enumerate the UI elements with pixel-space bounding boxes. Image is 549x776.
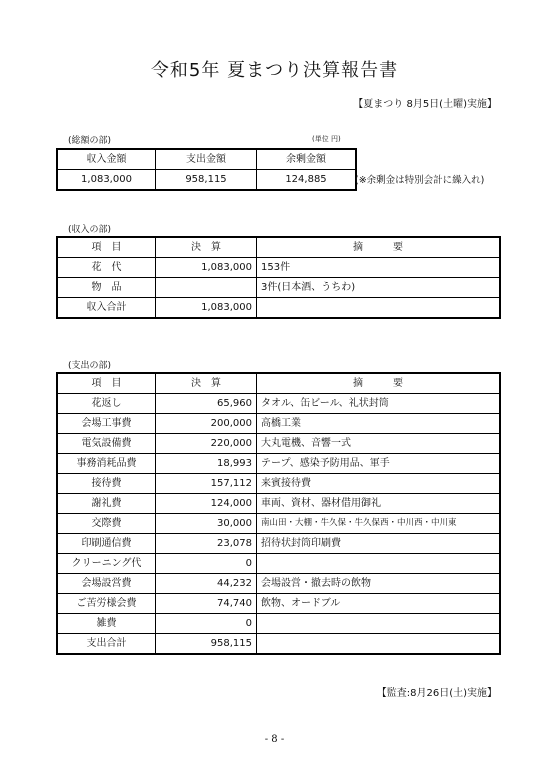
expense-item: 電気設備費 <box>57 434 156 454</box>
summary-table <box>56 148 357 191</box>
expense-amount: 44,232 <box>156 574 257 594</box>
expense-item: 会場設営費 <box>57 574 156 594</box>
expense-caption: (支出の部) <box>68 361 112 371</box>
expense-note: 会場設営・撤去時の飲物 <box>257 574 501 594</box>
expense-note: 車両、資材、器材借用御礼 <box>257 494 501 514</box>
audit-note: 【監査:8月26日(土)実施】 <box>376 688 497 699</box>
expense-item: 事務消耗品費 <box>57 454 156 474</box>
expense-header-note: 摘 要 <box>257 373 501 394</box>
expense-item: 印刷通信費 <box>57 534 156 554</box>
expense-total-row <box>57 634 500 655</box>
income-note: 153件 <box>257 258 501 278</box>
income-total-row <box>57 298 500 319</box>
income-item: 花 代 <box>57 258 156 278</box>
expense-row <box>57 414 500 434</box>
unit-label: (単位 円) <box>312 135 341 143</box>
income-amount <box>156 278 257 298</box>
expense-header-row <box>57 373 500 394</box>
expense-row <box>57 514 500 534</box>
income-amount: 1,083,000 <box>156 298 257 319</box>
income-note: 3件(日本酒、うちわ) <box>257 278 501 298</box>
expense-item: 会場工事費 <box>57 414 156 434</box>
income-note <box>257 298 501 319</box>
income-header-note: 摘 要 <box>257 237 501 258</box>
expense-row <box>57 574 500 594</box>
expense-item: 支出合計 <box>57 634 156 655</box>
expense-amount: 0 <box>156 614 257 634</box>
income-header-amount: 決 算 <box>156 237 257 258</box>
expense-row <box>57 474 500 494</box>
expense-row <box>57 534 500 554</box>
expense-note: 飲物、オードブル <box>257 594 501 614</box>
header-income: 収入金額 <box>57 149 156 170</box>
expense-amount: 200,000 <box>156 414 257 434</box>
income-total-value: 1,083,000 <box>57 170 156 191</box>
expense-amount: 958,115 <box>156 634 257 655</box>
income-header-row <box>57 237 500 258</box>
expense-amount: 157,112 <box>156 474 257 494</box>
header-expense: 支出金額 <box>156 149 257 170</box>
expense-amount: 18,993 <box>156 454 257 474</box>
expense-amount: 23,078 <box>156 534 257 554</box>
expense-amount: 124,000 <box>156 494 257 514</box>
expense-row <box>57 554 500 574</box>
expense-row <box>57 594 500 614</box>
event-subtitle: 【夏まつり 8月5日(土曜)実施】 <box>353 99 497 110</box>
surplus-note: (※余剰金は特別会計に繰入れ) <box>355 175 485 186</box>
expense-note: 高橋工業 <box>257 414 501 434</box>
expense-item: 接待費 <box>57 474 156 494</box>
expense-row <box>57 394 500 414</box>
expense-note <box>257 614 501 634</box>
income-row <box>57 258 500 278</box>
expense-amount: 220,000 <box>156 434 257 454</box>
summary-header-row <box>57 149 356 170</box>
page-title: 令和5年 夏まつり決算報告書 <box>150 60 399 81</box>
expense-item: 交際費 <box>57 514 156 534</box>
summary-value-row <box>57 170 356 191</box>
expense-row <box>57 614 500 634</box>
income-header-item: 項 目 <box>57 237 156 258</box>
expense-amount: 74,740 <box>156 594 257 614</box>
expense-note <box>257 554 501 574</box>
expense-row <box>57 454 500 474</box>
expense-item: 花返し <box>57 394 156 414</box>
income-item: 収入合計 <box>57 298 156 319</box>
summary-caption: (総額の部) <box>68 136 112 146</box>
expense-amount: 0 <box>156 554 257 574</box>
expense-note: テープ、感染予防用品、軍手 <box>257 454 501 474</box>
income-table <box>56 236 501 319</box>
income-caption: (収入の部) <box>68 225 112 235</box>
expense-amount: 30,000 <box>156 514 257 534</box>
expense-item: 雑費 <box>57 614 156 634</box>
expense-note <box>257 634 501 655</box>
header-surplus: 余剰金額 <box>257 149 357 170</box>
expense-item: クリーニング代 <box>57 554 156 574</box>
page-number: - 8 - <box>264 734 285 745</box>
expense-item: 謝礼費 <box>57 494 156 514</box>
expense-header-item: 項 目 <box>57 373 156 394</box>
income-row <box>57 278 500 298</box>
income-amount: 1,083,000 <box>156 258 257 278</box>
surplus-value: 124,885 <box>257 170 357 191</box>
expense-note: 来賓接待費 <box>257 474 501 494</box>
expense-note: 招待状封筒印刷費 <box>257 534 501 554</box>
expense-table <box>56 372 501 655</box>
expense-note: タオル、缶ビール、礼状封筒 <box>257 394 501 414</box>
expense-header-amount: 決 算 <box>156 373 257 394</box>
expense-item: ご苦労様会費 <box>57 594 156 614</box>
expense-row <box>57 434 500 454</box>
expense-row <box>57 494 500 514</box>
expense-total-value: 958,115 <box>156 170 257 191</box>
income-item: 物 品 <box>57 278 156 298</box>
expense-amount: 65,960 <box>156 394 257 414</box>
expense-note: 大丸電機、音響一式 <box>257 434 501 454</box>
expense-note: 南山田・大棚・牛久保・牛久保西・中川西・中川東 <box>257 514 501 534</box>
